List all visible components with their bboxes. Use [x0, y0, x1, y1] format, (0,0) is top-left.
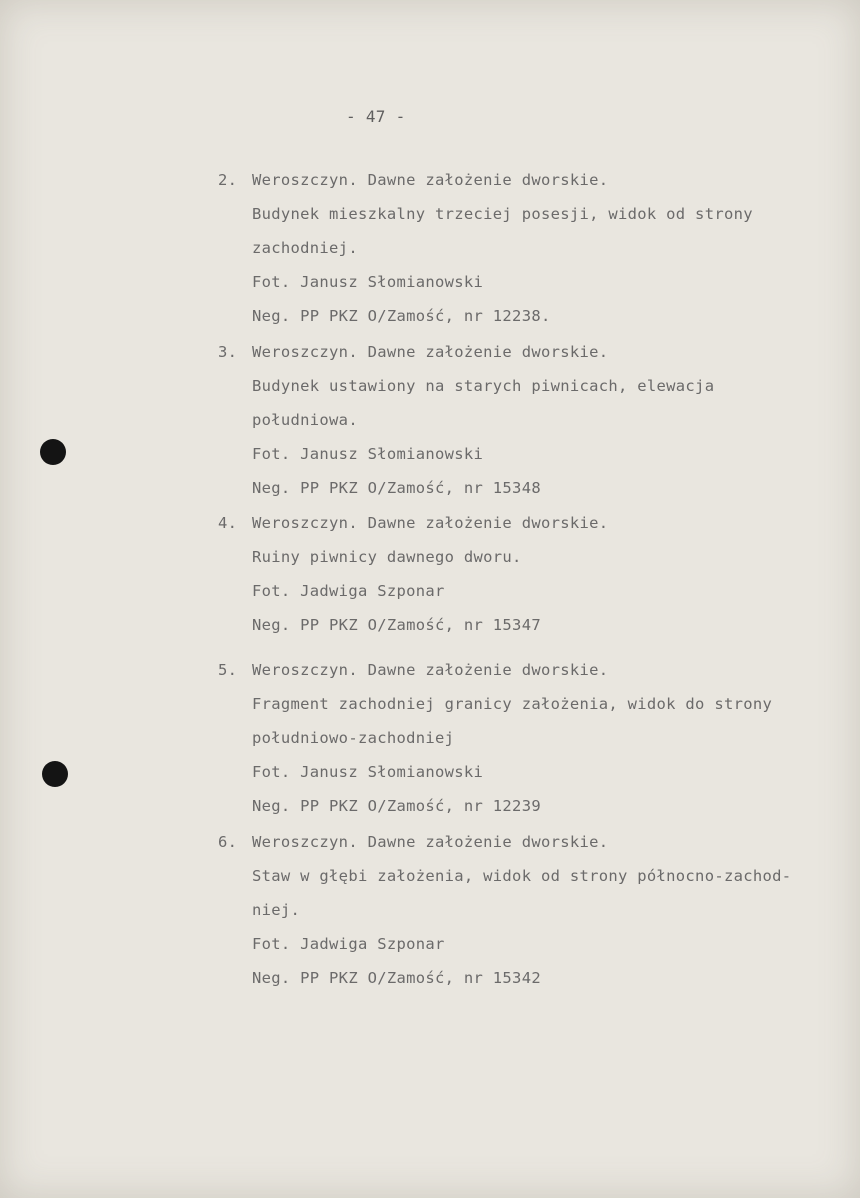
page-number: - 47 - — [346, 107, 406, 126]
catalog-entry — [218, 653, 838, 823]
entry-title: Weroszczyn. Dawne założenie dworskie. — [252, 343, 609, 361]
catalog-entry — [218, 506, 838, 642]
catalog-entry — [218, 163, 838, 333]
entry-heading — [218, 506, 838, 540]
entry-heading — [218, 163, 838, 197]
entry-description: Budynek ustawiony na starych piwnicach, elewacja — [252, 377, 715, 395]
entry-photographer: Fot. Janusz Słomianowski — [252, 445, 484, 463]
entry-number: 5. — [218, 661, 238, 679]
entry-title: Weroszczyn. Dawne założenie dworskie. — [252, 171, 609, 189]
entry-description: zachodniej. — [252, 239, 358, 257]
entry-negative: Neg. PP PKZ O/Zamość, nr 15347 — [252, 616, 541, 634]
entry-description: Fragment zachodniej granicy założenia, widok do strony — [252, 695, 773, 713]
entry-heading — [218, 653, 838, 687]
entry-title: Weroszczyn. Dawne założenie dworskie. — [252, 833, 609, 851]
entry-negative: Neg. PP PKZ O/Zamość, nr 12239 — [252, 797, 541, 815]
entry-number: 6. — [218, 833, 238, 851]
entry-heading — [218, 825, 838, 859]
entry-description: południowa. — [252, 411, 358, 429]
entry-photographer: Fot. Janusz Słomianowski — [252, 763, 484, 781]
entry-photographer: Fot. Jadwiga Szponar — [252, 582, 445, 600]
entry-heading — [218, 335, 838, 369]
catalog-entry — [218, 335, 838, 505]
entry-negative: Neg. PP PKZ O/Zamość, nr 15348 — [252, 479, 541, 497]
entry-description: Staw w głębi założenia, widok od strony północno-zachod- — [252, 867, 792, 885]
punch-hole — [42, 761, 68, 787]
entry-negative: Neg. PP PKZ O/Zamość, nr 12238. — [252, 307, 551, 325]
entry-description: Budynek mieszkalny trzeciej posesji, widok od strony — [252, 205, 753, 223]
entry-description: południowo-zachodniej — [252, 729, 455, 747]
punch-hole — [40, 439, 66, 465]
entry-title: Weroszczyn. Dawne założenie dworskie. — [252, 514, 609, 532]
catalog-entry — [218, 825, 838, 995]
entry-description: niej. — [252, 901, 301, 919]
entry-photographer: Fot. Jadwiga Szponar — [252, 935, 445, 953]
entry-title: Weroszczyn. Dawne założenie dworskie. — [252, 661, 609, 679]
entry-number: 3. — [218, 343, 238, 361]
entry-number: 4. — [218, 514, 238, 532]
entry-number: 2. — [218, 171, 238, 189]
entry-photographer: Fot. Janusz Słomianowski — [252, 273, 484, 291]
entry-negative: Neg. PP PKZ O/Zamość, nr 15342 — [252, 969, 541, 987]
entry-description: Ruiny piwnicy dawnego dworu. — [252, 548, 522, 566]
